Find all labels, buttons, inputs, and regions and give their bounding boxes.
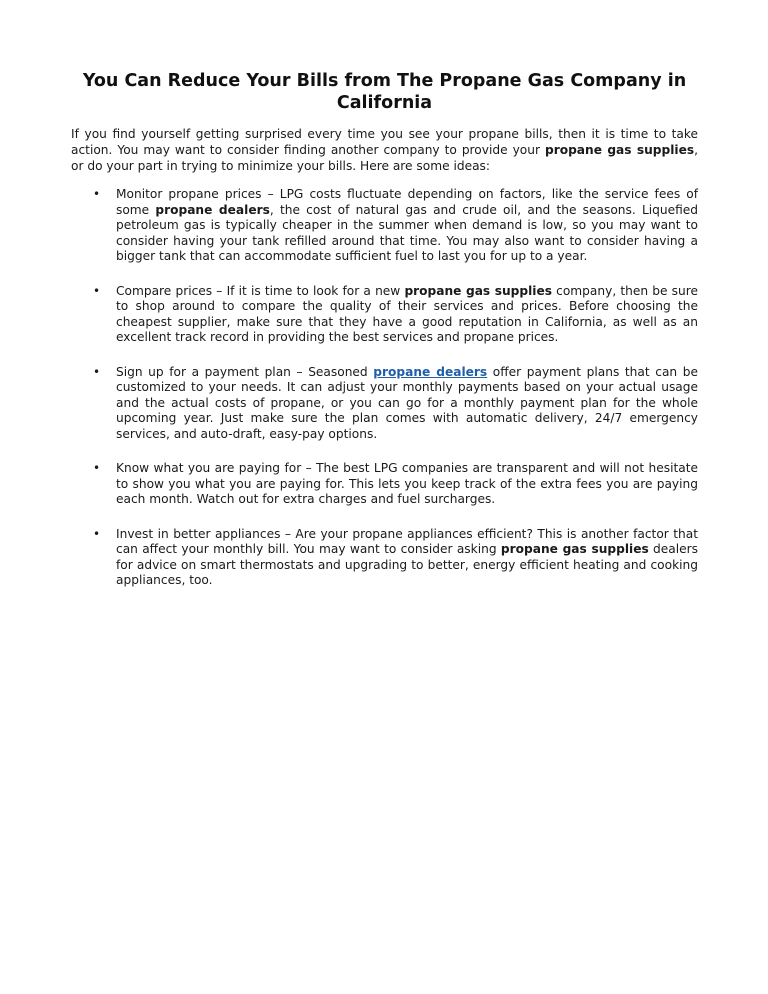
item-text-1: Monitor propane prices – LPG costs fluctuate depending on factors, like the service fees of some bbox=[116, 187, 698, 217]
item-text-1: Compare prices – If it is time to look for a new bbox=[116, 283, 405, 298]
item-bold-phrase: propane gas supplies bbox=[404, 283, 552, 298]
bullet-icon: • bbox=[93, 526, 101, 541]
item-text-2: company, then be sure to shop around to compare the quality of their services and prices. Before choosing the cheapest supplier, make sure that they have a good reputation in California, as well as an excellent track record in providing the best services and propane prices. bbox=[116, 283, 698, 344]
list-item-better-appliances bbox=[71, 527, 698, 589]
intro-text-2: , or do your part in trying to minimize your bills. Here are some ideas: bbox=[71, 143, 698, 173]
list-item-payment-plan bbox=[71, 365, 698, 443]
intro-paragraph bbox=[71, 126, 698, 174]
list-item-know-what-paying bbox=[71, 461, 698, 508]
ideas-list bbox=[71, 187, 698, 589]
intro-bold-phrase: propane gas supplies bbox=[544, 143, 695, 157]
item-text-2: offer payment plans that can be customized to your needs. It can adjust your monthly payments based on your actual usage and the actual costs of propane, or you can go for a monthly payment plan for the whole upcoming year. Just make sure the plan comes with automatic delivery, 24/7 emergency services, and auto-draft, easy-pay options. bbox=[116, 364, 698, 441]
document-page bbox=[71, 70, 698, 608]
list-item-compare-prices bbox=[71, 284, 698, 346]
item-text-2: , the cost of natural gas and crude oil, and the seasons. Liquefied petroleum gas is typically cheaper in the summer when demand is low, so you may want to consider having your tank refilled around that time. You may also want to consider having a bigger tank that can accommodate sufficient fuel to last you for up to a year. bbox=[116, 202, 698, 263]
propane-dealers-link[interactable]: propane dealers bbox=[373, 364, 488, 379]
bullet-icon: • bbox=[93, 187, 101, 201]
intro-text-1: If you find yourself getting surprised every time you see your propane bills, then it is time to take action. You may want to consider finding another company to provide your bbox=[71, 127, 698, 157]
bullet-icon: • bbox=[93, 283, 101, 298]
bullet-icon: • bbox=[93, 364, 101, 379]
item-text-1: Invest in better appliances – Are your propane appliances efficient? This is another factor that can affect your monthly bill. You may want to consider asking bbox=[116, 526, 698, 556]
item-bold-phrase: propane dealers bbox=[155, 202, 270, 217]
item-text-2: dealers for advice on smart thermostats and upgrading to better, energy efficient heating and cooking appliances, too. bbox=[116, 542, 699, 587]
document-title: You Can Reduce Your Bills from The Propane Gas Company in California bbox=[82, 71, 687, 113]
list-item-monitor-prices bbox=[71, 187, 698, 265]
item-bold-phrase: propane gas supplies bbox=[500, 542, 649, 556]
item-text: Know what you are paying for – The best LPG companies are transparent and will not hesitate to show you what you are paying for. This lets you keep track of the extra fees you are paying each month. Watch out for extra charges and fuel surcharges. bbox=[116, 461, 698, 506]
item-text-1: Sign up for a payment plan – Seasoned bbox=[116, 364, 374, 379]
bullet-icon: • bbox=[93, 461, 101, 475]
